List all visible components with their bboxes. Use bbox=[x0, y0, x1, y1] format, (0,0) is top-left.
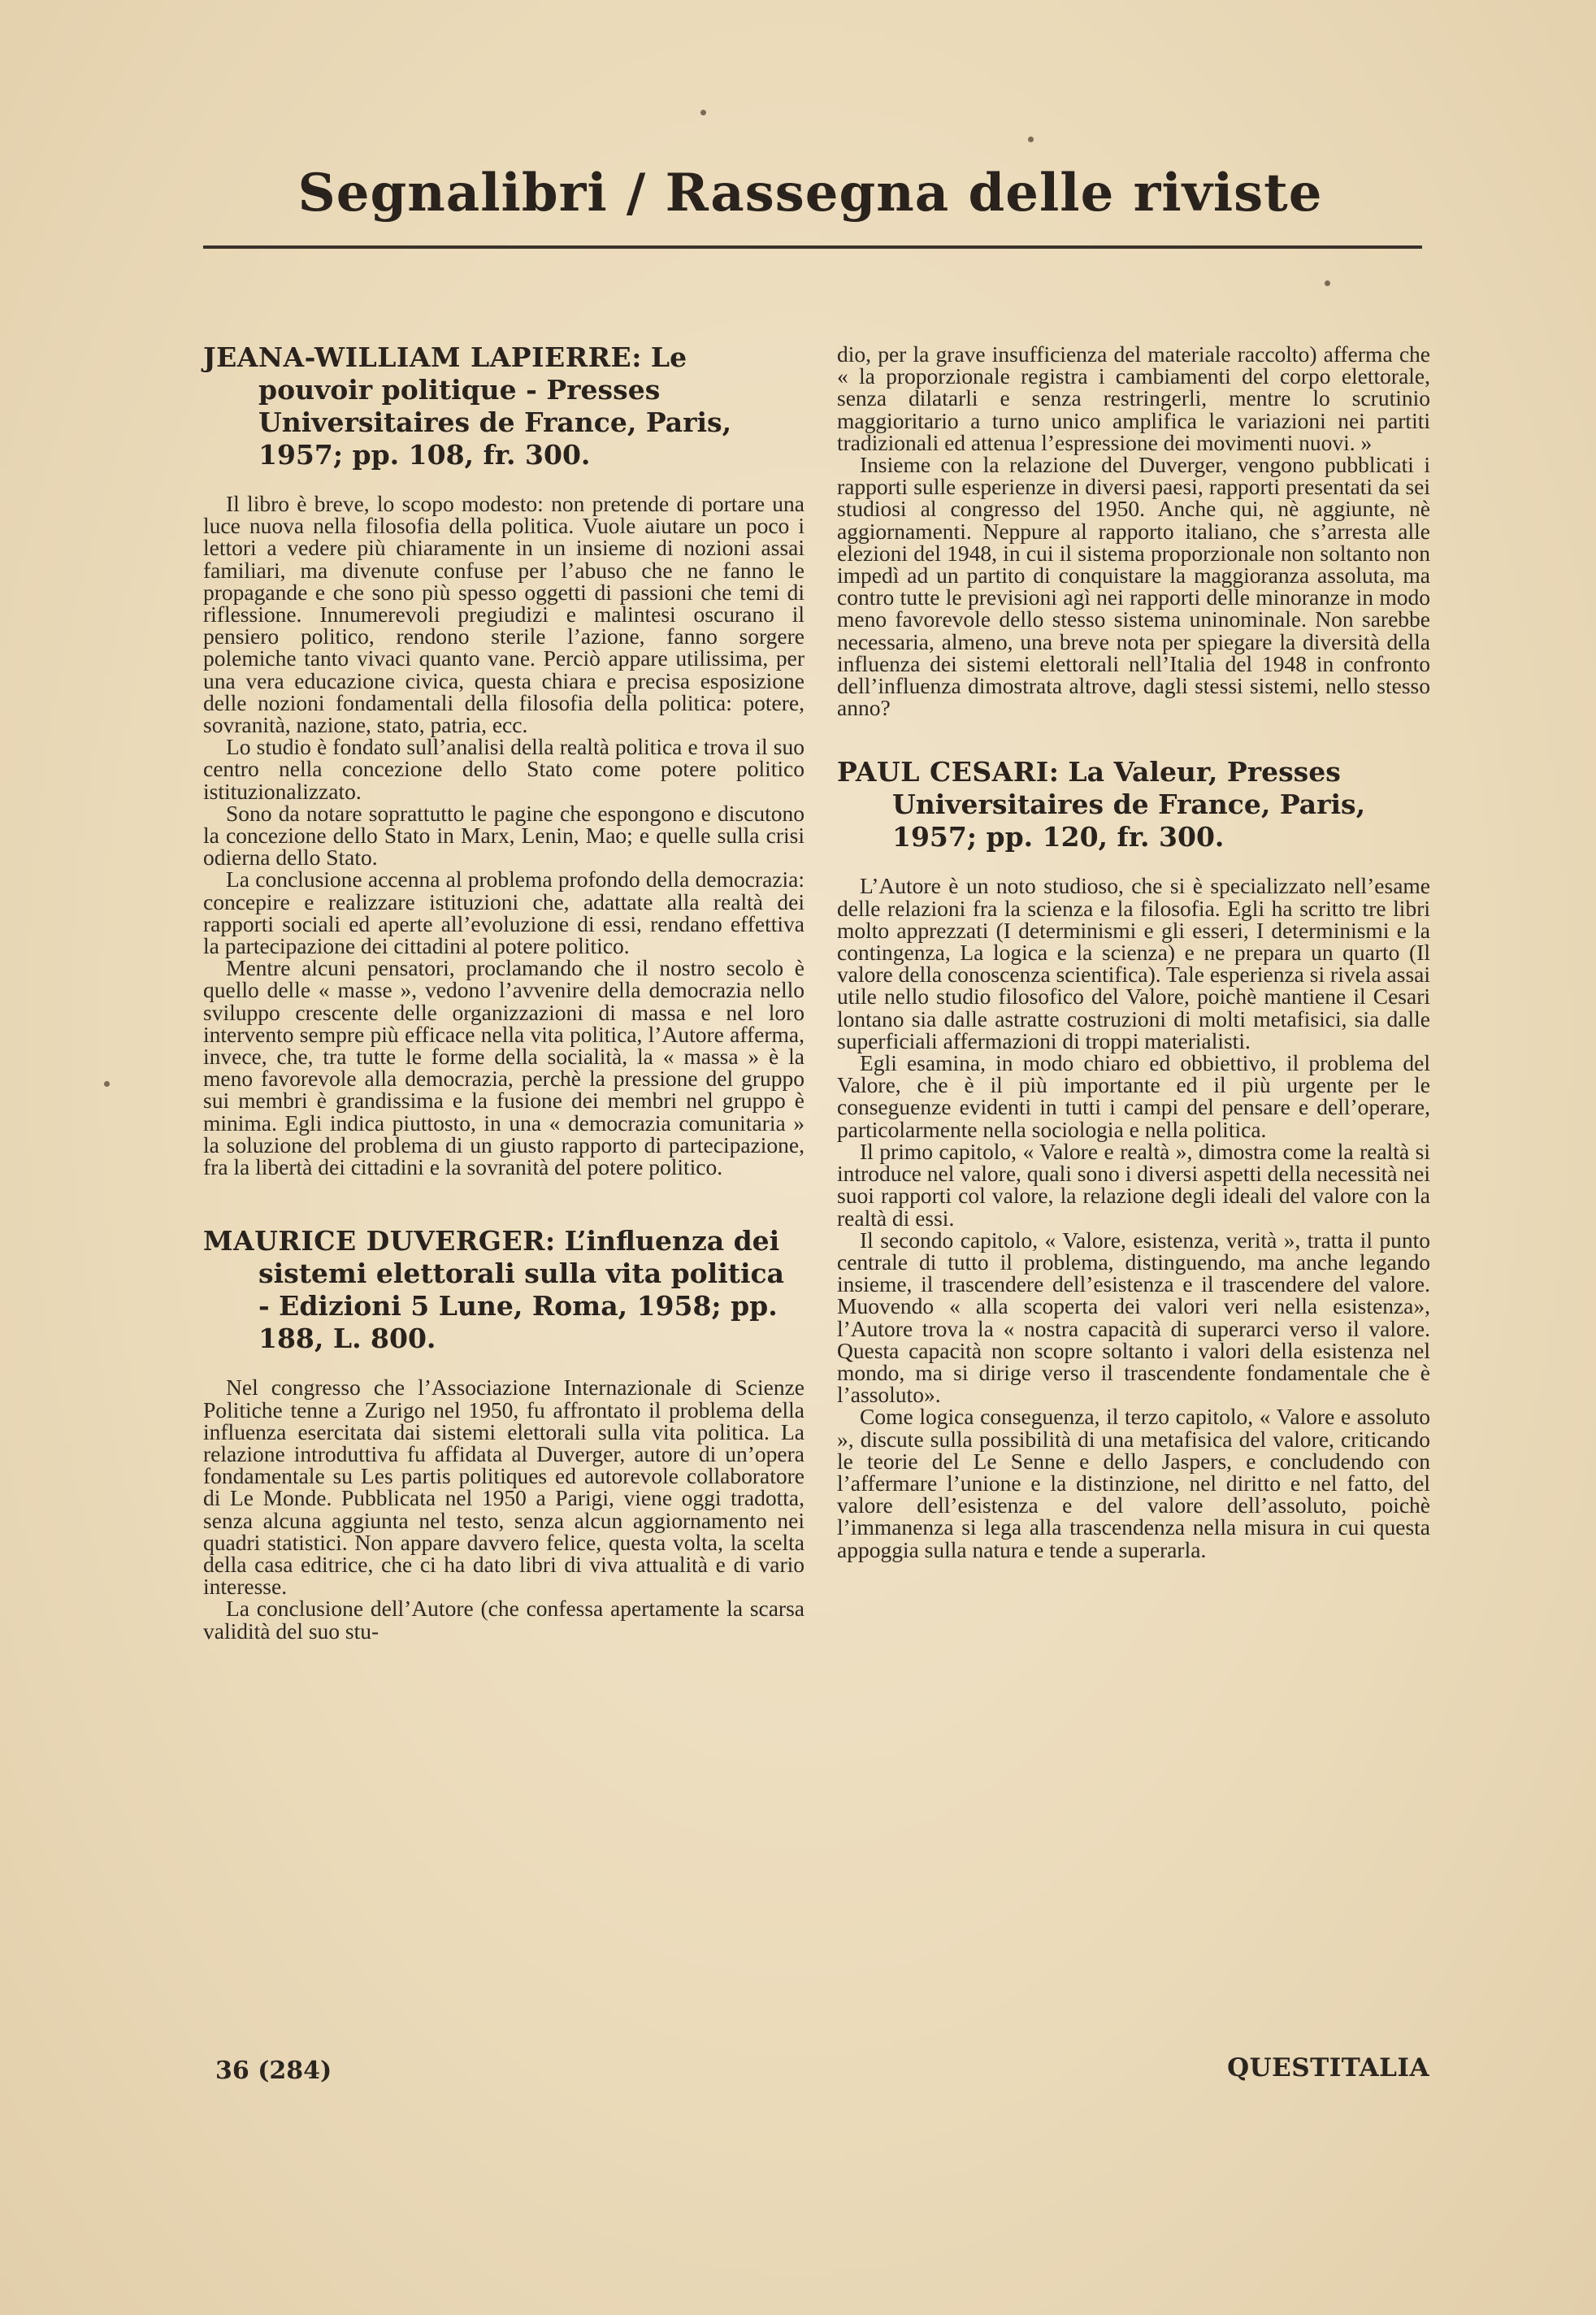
review-paragraph: Lo studio è fondato sull’analisi della realtà politica e trova il suo centro nella concezione dello Stato come potere politico istituzionalizzato. bbox=[203, 734, 805, 804]
review-author: JEANA-WILLIAM LAPIERRE bbox=[203, 341, 632, 373]
page-number: 36 (284) bbox=[215, 2057, 332, 2085]
page-title: Segnalibri / Rassegna delle riviste bbox=[297, 163, 1323, 224]
magazine-name: QUESTITALIA bbox=[1227, 2053, 1429, 2083]
review-paragraph: Il libro è breve, lo scopo modesto: non pretende di portare una luce nuova nella filosofia della politica. Vuole aiutare un poco i lettori a vedere più chiaramente in un insieme di nozioni assai familiari, ma divenute confuse per l’abuso che ne fanno le propagande e che sono più spesso oggetti di passioni che temi di riflessione. Innumerevoli pregiudizi e malintesi oscurano il pensiero politico, rendono sterile l’azione, fanno sorgere polemiche tanto vivaci quanto vane. Perciò appare utilissima, per una vera educazione civica, questa chiara e precisa esposizione delle nozioni fondamentali della filosofia della politica: potere, sovranità, nazione, stato, patria, ecc. bbox=[203, 491, 805, 738]
review-paragraph: Egli esamina, in modo chiaro ed obbiettivo, il problema del Valore, che è il più importante ed il più urgente per le conseguenze evidenti in tutti i campi del pensare e dell’operare, particolarmente nella sociologia e nella politica. bbox=[837, 1050, 1430, 1142]
review-citation: : Le pouvoir politique - Presses Universitaires de France, Paris, 1957; pp. 108, fr. 300. bbox=[258, 341, 732, 471]
review-author: PAUL CESARI bbox=[837, 756, 1049, 788]
right-column bbox=[837, 343, 1430, 1561]
review-paragraph: La conclusione dell’Autore (che confessa apertamente la scarsa validità del suo stu- bbox=[203, 1596, 805, 1644]
review-lapierre bbox=[203, 341, 805, 1178]
review-author: MAURICE DUVERGER bbox=[203, 1225, 546, 1257]
spacer bbox=[203, 1178, 805, 1225]
paper-speck bbox=[104, 1081, 110, 1087]
review-citation: : La Valeur, Presses Universitaires de France, Paris, 1957; pp. 120, fr. 300. bbox=[892, 756, 1366, 853]
review-duverger bbox=[203, 1225, 805, 1644]
paper-speck bbox=[1325, 280, 1330, 286]
review-paragraph-continued: dio, per la grave insufficienza del materiale raccolto) afferma che « la proporzionale registra i cambiamenti del corpo elettorale, senza dilatarli e senza restringerli, mentre lo scrutinio maggioritario a turno unico amplifica le variazioni nei partiti tradizionali ed attenua l’espressione dei movimenti nuovi. » bbox=[837, 341, 1430, 455]
spacer bbox=[837, 719, 1430, 756]
title-rule bbox=[203, 245, 1422, 249]
review-paragraph: Insieme con la relazione del Duverger, vengono pubblicati i rapporti sulle esperienze in diversi paesi, rapporti presentati da sei studiosi al congresso del 1950. Anche qui, nè aggiunte, nè aggiornamenti. Neppure al rapporto italiano, che s’arresta alle elezioni del 1948, in cui il sistema proporzionale non soltanto non impedì ad un partito di conquistare la maggioranza assoluta, ma contro tutte le previsioni agì nei rapporti delle minoranze in modo meno favorevole dello stesso sistema uninominale. Non sarebbe necessaria, almeno, una breve nota per spiegare la diversità della influenza dei sistemi elettorali nell’Italia del 1948 in confronto dell’influenza dimostrata altrove, dagli stessi sistemi, nello stesso anno? bbox=[837, 452, 1430, 721]
review-paragraph: La conclusione accenna al problema profondo della democrazia: concepire e realizzare istituzioni che, adattate alla realtà dei rapporti sociali ed aperte all’evoluzione di essi, rendano effettiva la partecipazione dei cittadini al potere politico. bbox=[203, 866, 805, 959]
paper-speck bbox=[700, 110, 706, 115]
review-paragraph: Nel congresso che l’Associazione Internazionale di Scienze Politiche tenne a Zurigo nel 1950, fu affrontato il problema della influenza esercitata dai sistemi elettorali sulla vita politica. La relazione introduttiva fu affidata al Duverger, autore di un’opera fondamentale su Les partis politiques ed autorevole collaboratore di Le Monde. Pubblicata nel 1950 a Parigi, viene oggi tradotta, senza alcuna aggiunta nel testo, senza alcun aggiornamento nei quadri statistici. Non appare davvero felice, questa volta, la scelta della casa editrice, che ci ha dato libri di viva attualità e di vario interesse. bbox=[203, 1375, 805, 1600]
review-paragraph: L’Autore è un noto studioso, che si è specializzato nell’esame delle relazioni fra la scienza e la filosofia. Egli ha scritto tre libri molto apprezzati (I determinismi e gli esseri, I determinismi e la contingenza, La logica e la scienza) e ne prepara un quarto (Il valore della conoscenza scientifica). Tale esperienza si rivela assai utile nello studio filosofico del Valore, poichè mantiene il Cesari lontano sia dalle astratte costruzioni di molti metafisici, sia dalle superficiali affermazioni di troppi materialisti. bbox=[837, 873, 1430, 1053]
review-citation: : L’influenza dei sistemi elettorali sulla vita politica - Edizioni 5 Lune, Roma, 1958; pp. 188, L. 800. bbox=[258, 1225, 784, 1355]
paper-speck bbox=[1028, 137, 1034, 142]
review-paragraph: Il primo capitolo, « Valore e realtà », dimostra come la realtà si introduce nel valore, quali sono i diversi aspetti della necessità nei suoi rapporti col valore, la relazione degli ideali del valore con la realtà di essi. bbox=[837, 1138, 1430, 1231]
review-paragraph: Come logica conseguenza, il terzo capitolo, « Valore e assoluto », discute sulla possibilità di una metafisica del valore, criticando le teorie del Le Senne e dello Jaspers, e concludendo con l’affermare l’unione e la distinzione, nel diritto e nel fatto, del valore dell’esistenza e del valore dell’assoluto, poichè l’immanenza si lega alla trascendenza nella misura in cui questa appoggia sulla natura e tende a superarla. bbox=[837, 1404, 1430, 1562]
review-heading bbox=[203, 1225, 805, 1355]
review-paragraph: Sono da notare soprattutto le pagine che espongono e discutono la concezione dello Stato in Marx, Lenin, Mao; e quelle sulla crisi odierna dello Stato. bbox=[203, 800, 805, 871]
review-paragraph: Il secondo capitolo, « Valore, esistenza, verità », tratta il punto centrale di tutto il problema, distinguendo, ma anche legando insieme, il trascendere dell’esistenza e il trascendere del valore. Muovendo « alla scoperta dei valori veri nella esistenza», l’Autore trova la « nostra capacità di superarci verso il valore. Questa capacità non scopre soltanto i valori della esistenza nel mondo, ma si dirige verso il trascendente fondamentale che è l’assoluto». bbox=[837, 1227, 1430, 1408]
review-paragraph: Mentre alcuni pensatori, proclamando che il nostro secolo è quello delle « masse », vedono l’avvenire della democrazia nello sviluppo crescente delle organizzazioni di massa e nel loro intervento sempre più efficace nella vita politica, l’Autore afferma, invece, che, tra tutte le forme della socialità, la « massa » è la meno favorevole alla democrazia, perchè la pressione del gruppo sui membri è grandissima e la fusione dei membri nel gruppo è minima. Egli indica piuttosto, in una « democrazia comunitaria » la soluzione del problema di un giusto rapporto di partecipazione, fra la libertà dei cittadini e la sovranità del potere politico. bbox=[203, 955, 805, 1180]
review-heading bbox=[203, 341, 805, 471]
review-cesari bbox=[837, 756, 1430, 1560]
left-column bbox=[203, 341, 805, 1642]
review-heading bbox=[837, 756, 1430, 853]
